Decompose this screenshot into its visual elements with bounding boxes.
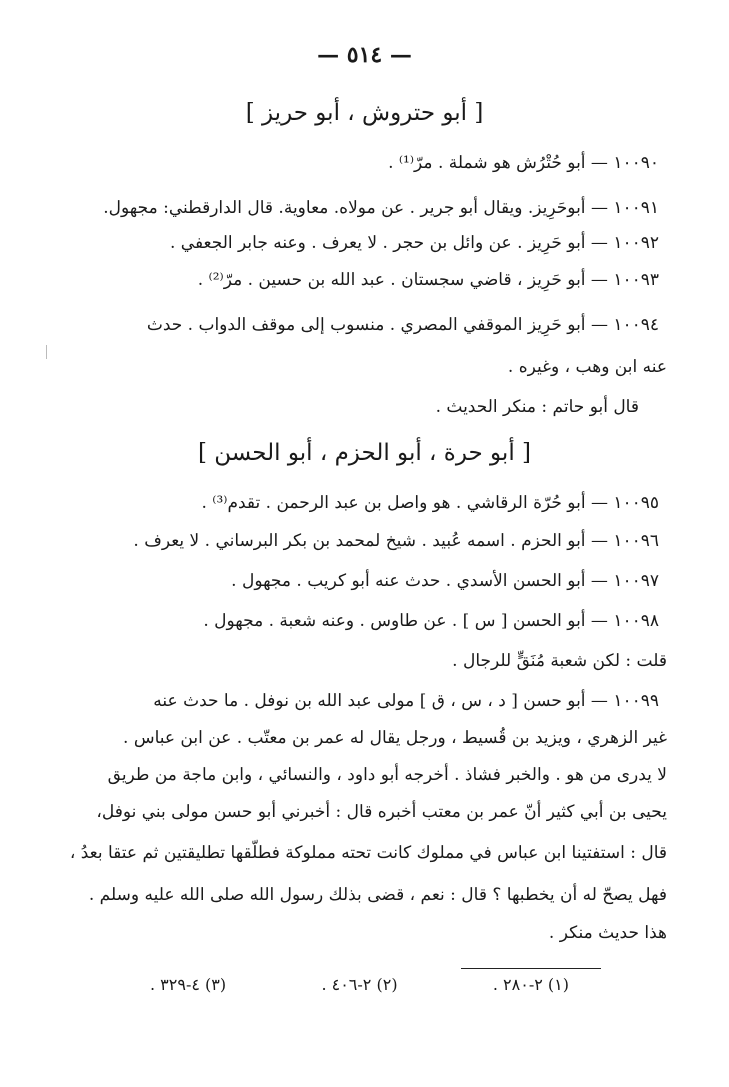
footnote-3: (٣) ٤-٣٢٩ .	[150, 975, 227, 994]
footnote-divider	[461, 968, 601, 969]
entry-10099: ١٠٠٩٩ — أبو حسن [ د ، س ، ق ] مولى عبد الله بن نوفل . ما حدث عنه	[153, 691, 659, 711]
entry-10099-line-4: يحيى بن أبي كثير أنّ عمر بن معتب أخبره قال : أخبرني أبو حسن مولى بني نوفل،	[96, 802, 667, 822]
entry-10099-line-2: غير الزهري ، ويزيد بن قُسيط ، ورجل يقال له عمر بن معتّب . عن ابن عباس .	[123, 728, 667, 748]
footnote-1: (١) ٢-٢٨٠ .	[492, 975, 569, 994]
entry-10096: ١٠٠٩٦ — أبو الحزم . اسمه عُبيد . شيخ لمحمد بن بكر البرساني . لا يعرف .	[133, 531, 659, 551]
entry-10099-line-7: هذا حديث منكر .	[548, 923, 667, 943]
entry-10099-line-5: قال : استفتينا ابن عباس في مملوك كانت تحته مملوكة فطلّقها تطليقتين ثم عتقا بعدُ ،	[69, 843, 667, 863]
entry-10094-continuation: عنه ابن وهب ، وغيره .	[507, 357, 667, 377]
page-number: — ٥١٤ —	[317, 42, 412, 68]
author-remark: قلت : لكن شعبة مُنَقٍّ للرجال .	[452, 651, 667, 671]
entry-10098: ١٠٠٩٨ — أبو الحسن [ س ] . عن طاوس . وعنه شعبة . مجهول .	[203, 611, 659, 631]
abu-hatim-remark: قال أبو حاتم : منكر الحديث .	[435, 397, 639, 417]
entry-10091: ١٠٠٩١ — أبوحَرِيز. ويقال أبو جرير . عن مولاه. معاوية. قال الدارقطني: مجهول.	[103, 198, 659, 218]
entry-10095: ١٠٠٩٥ — أبو حُرّة الرقاشي . هو واصل بن عبد الرحمن . تقدم⁽³⁾ .	[201, 493, 659, 513]
entry-10090: ١٠٠٩٠ — أبو حُتْرُش هو شملة . مرّ⁽¹⁾ .	[388, 153, 659, 173]
entry-10094: ١٠٠٩٤ — أبو حَرِيز الموقفي المصري . منسوب إلى موقف الدواب . حدث	[146, 315, 659, 335]
footnotes	[150, 972, 569, 998]
section-heading-abu-hurra: [ أبو حرة ، أبو الحزم ، أبو الحسن ]	[197, 440, 532, 466]
entry-10093: ١٠٠٩٣ — أبو حَرِيز ، قاضي سجستان . عبد الله بن حسين . مرّ⁽²⁾ .	[197, 270, 659, 290]
footnote-2: (٢) ٢-٤٠٦ .	[321, 975, 398, 994]
section-heading-abu-hatrush: [ أبو حتروش ، أبو حريز ]	[245, 100, 484, 126]
margin-mark	[46, 345, 47, 359]
entry-10092: ١٠٠٩٢ — أبو حَرِيز . عن وائل بن حجر . لا يعرف . وعنه جابر الجعفي .	[169, 233, 659, 253]
entry-10099-line-6: فهل يصحّ له أن يخطبها ؟ قال : نعم ، قضى بذلك رسول الله صلى الله عليه وسلم .	[88, 885, 667, 905]
entry-10099-line-3: لا يدرى من هو . والخبر فشاذ . أخرجه أبو داود ، والنسائي ، وابن ماجة من طريق	[107, 765, 667, 785]
entry-10097: ١٠٠٩٧ — أبو الحسن الأسدي . حدث عنه أبو كريب . مجهول .	[231, 571, 659, 591]
